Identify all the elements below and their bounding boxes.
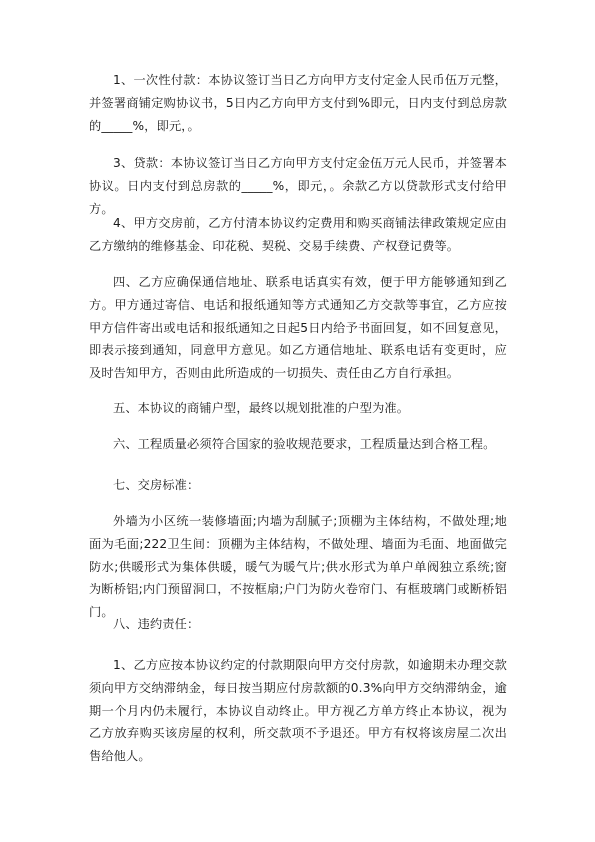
section-heading-handover-standard: 七、交房标准：: [113, 478, 200, 492]
paragraph-handover-standard: 外墙为小区统一装修墙面;内墙为刮腻子;顶棚为主体结构，不做处理;地面为毛面;222卫生间：顶棚为主体结构，不做处理、墙面为毛面、地面做完防水;供暖形式为集体供暖，暖气为暖气片;供水形式为单户单阀独立系统;窗为断桥铝;内门预留洞口，不按框扇;户门为防火卷帘门、有框玻璃门或断桥铝门。: [89, 514, 507, 620]
paragraph-unit-layout: 五、本协议的商铺户型，最终以规划批准的户型为准。: [113, 401, 410, 415]
paragraph-lump-sum-payment: 1、一次性付款：本协议签订当日乙方向甲方支付定金人民币伍万元整，并签署商铺定购协议书，5日内乙方向甲方支付到%即元，日内支付到总房款的_____%，即元，。: [89, 73, 507, 133]
paragraph-late-payment: 1、乙方应按本协议约定的付款期限向甲方交付房款，如逾期未办理交款须向甲方交纳滞纳金，每日按当期应付房款额的0.3%向甲方交纳滞纳金，逾期一个月内仍未履行，本协议自动终止。甲方视乙方单方终止本协议，视为乙方放弃购买该房屋的权利，所交款项不予退还。甲方有权将该房屋二次出售给他人。: [89, 658, 507, 764]
paragraph-loan-payment: 3、贷款：本协议签订当日乙方向甲方支付定金伍万元人民币，并签署本协议。日内支付到总房款的_____%，即元，。余款乙方以贷款形式支付给甲方。: [89, 156, 507, 216]
paragraph-construction-quality: 六、工程质量必须符合国家的验收规范要求，工程质量达到合格工程。: [113, 437, 496, 451]
section-heading-breach-liability: 八、违约责任：: [113, 617, 200, 631]
paragraph-fees-before-handover: 4、甲方交房前，乙方付清本协议约定费用和购买商铺法律政策规定应由乙方缴纳的维修基金、印花税、契税、交易手续费、产权登记费等。: [89, 216, 507, 253]
paragraph-contact-info: 四、乙方应确保通信地址、联系电话真实有效，便于甲方能够通知到乙方。甲方通过寄信、电话和报纸通知等方式通知乙方交款等事宜，乙方应按甲方信件寄出或电话和报纸通知之日起5日内给予书面回复，如不回复意见，即表示接到通知，同意甲方意见。如乙方通信地址、联系电话有变更时，应及时告知甲方，否则由此所造成的一切损失、责任由乙方自行承担。: [89, 275, 507, 381]
